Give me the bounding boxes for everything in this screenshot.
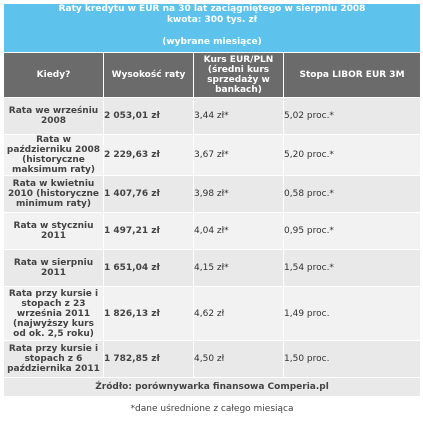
table-title bbox=[4, 4, 421, 53]
cell-rate: 3,44 zł* bbox=[194, 98, 284, 135]
cell-amount: 1 826,13 zł bbox=[104, 287, 194, 341]
cell-libor: 0,95 proc.* bbox=[284, 213, 421, 250]
header-rate-line-3: sprzedaży w bbox=[207, 75, 270, 85]
cell-rate: 4,15 zł* bbox=[194, 250, 284, 287]
title-line-3: (wybrane miesiące) bbox=[162, 37, 262, 47]
header-rate-line-4: bankach) bbox=[215, 85, 262, 95]
cell-libor: 5,02 proc.* bbox=[284, 98, 421, 135]
footnote-text: *dane uśrednione z całego miesiąca bbox=[4, 397, 421, 422]
cell-rate: 4,04 zł* bbox=[194, 213, 284, 250]
table-row bbox=[4, 98, 421, 135]
title-line-1: Raty kredytu w EUR na 30 lat zaciągniętego w sierpniu 2008 bbox=[58, 4, 366, 14]
cell-rate: 4,62 zł bbox=[194, 287, 284, 341]
table-title-row bbox=[4, 4, 421, 53]
table-row bbox=[4, 287, 421, 341]
header-rate bbox=[194, 53, 284, 98]
cell-amount: 2 229,63 zł bbox=[104, 135, 194, 176]
table-header-row bbox=[4, 53, 421, 98]
table-row bbox=[4, 176, 421, 213]
header-rate-line-1: Kurs EUR/PLN bbox=[203, 55, 274, 65]
cell-libor: 1,54 proc.* bbox=[284, 250, 421, 287]
cell-amount: 1 497,21 zł bbox=[104, 213, 194, 250]
cell-libor: 1,50 proc. bbox=[284, 341, 421, 378]
cell-when: Rata przy kursie i stopach z 23 września 2011 (najwyższy kurs od ok. 2,5 roku) bbox=[4, 287, 104, 341]
cell-rate: 3,67 zł* bbox=[194, 135, 284, 176]
cell-amount: 1 407,76 zł bbox=[104, 176, 194, 213]
header-libor: Stopa LIBOR EUR 3M bbox=[284, 53, 421, 98]
loan-installments-table bbox=[3, 3, 421, 422]
table-row bbox=[4, 341, 421, 378]
note-row bbox=[4, 397, 421, 422]
table-row bbox=[4, 213, 421, 250]
cell-amount: 1 651,04 zł bbox=[104, 250, 194, 287]
header-when: Kiedy? bbox=[4, 53, 104, 98]
source-text: Źródło: porównywarka finansowa Comperia.pl bbox=[4, 378, 421, 397]
header-amount: Wysokość raty bbox=[104, 53, 194, 98]
title-line-2: kwota: 300 tys. zł bbox=[166, 15, 258, 25]
cell-when: Rata w kwietniu 2010 (historyczne minimum raty) bbox=[4, 176, 104, 213]
table-row bbox=[4, 135, 421, 176]
cell-rate: 3,98 zł* bbox=[194, 176, 284, 213]
cell-when: Rata w sierpniu 2011 bbox=[4, 250, 104, 287]
cell-when: Rata we wrześniu 2008 bbox=[4, 98, 104, 135]
header-rate-line-2: (średni kurs bbox=[207, 65, 270, 75]
table-row bbox=[4, 250, 421, 287]
cell-libor: 5,20 proc.* bbox=[284, 135, 421, 176]
cell-libor: 1,49 proc. bbox=[284, 287, 421, 341]
cell-amount: 1 782,85 zł bbox=[104, 341, 194, 378]
cell-when: Rata w styczniu 2011 bbox=[4, 213, 104, 250]
cell-libor: 0,58 proc.* bbox=[284, 176, 421, 213]
cell-when: Rata w październiku 2008 (historyczne maksimum raty) bbox=[4, 135, 104, 176]
cell-amount: 2 053,01 zł bbox=[104, 98, 194, 135]
source-row bbox=[4, 378, 421, 397]
cell-rate: 4,50 zł bbox=[194, 341, 284, 378]
cell-when: Rata przy kursie i stopach z 6 października 2011 bbox=[4, 341, 104, 378]
